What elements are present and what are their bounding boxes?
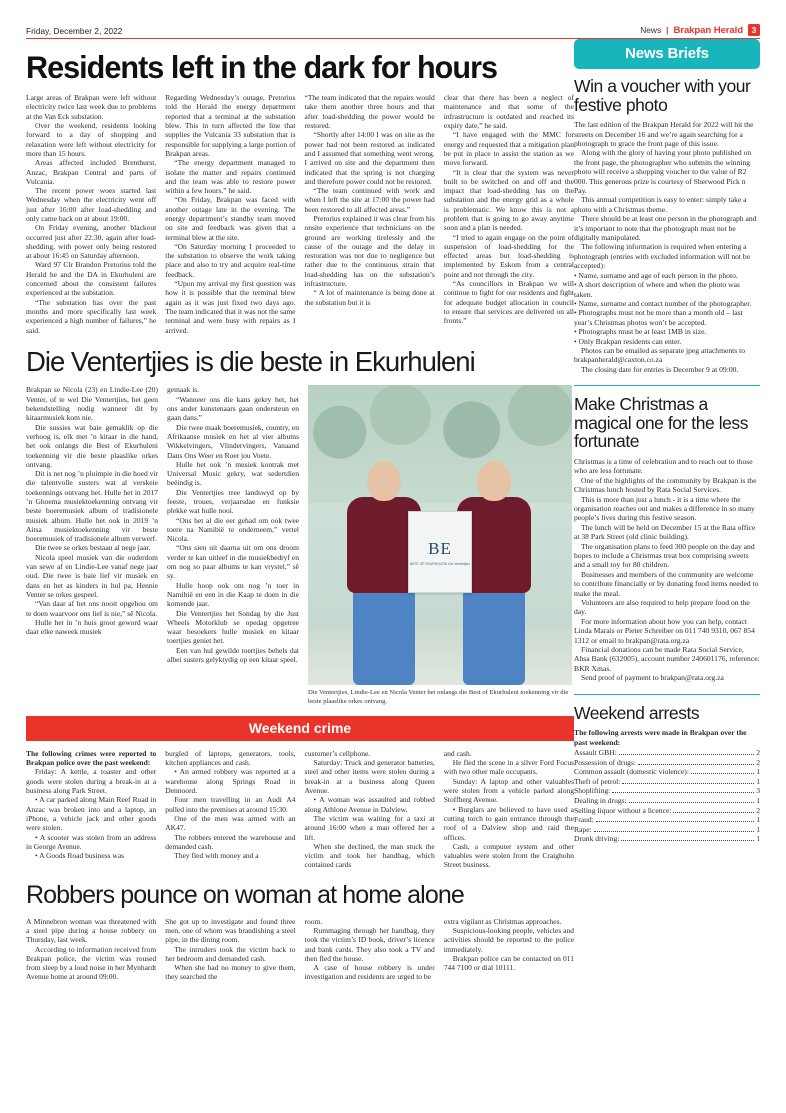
lead-headline: Residents left in the dark for hours bbox=[26, 49, 498, 85]
arrest-label: Dealing in drugs: bbox=[574, 796, 627, 806]
paragraph: “On Saturday morning I proceeded to the substation to observe the work taking place and also to try and acquire real-time feedback. bbox=[165, 241, 296, 279]
paragraph: Die sussies wat baie gemaklik op die verhoog is, elk met ’n kitaar in die hand, het ook onlangs die Best of Ekurhuleni toekenning vir die beste plaaslike orkes ontvang. bbox=[26, 422, 158, 469]
robbers-columns bbox=[26, 917, 574, 982]
paragraph: A Minnebron woman was threatened with a steel pipe during a house robbery on Thursday, last week. bbox=[26, 916, 157, 945]
paragraph: The recent power woes started last Wednesday when the electricity went off just after 16:00 after load-shedding and only came back on at about 19:00. bbox=[26, 186, 157, 223]
award-certificate bbox=[408, 511, 472, 593]
paragraph: Christmas is a time of celebration and to reach out to those who are less fortunate. bbox=[574, 456, 753, 476]
paragraph: Ward 97 Clr Brandon Pretorius told the Herald he and the DA in Ekurhuleni are concerned about the consistent failures experienced at the substation. bbox=[26, 260, 157, 298]
paragraph: “As councillors in Brakpan we will continue to fight for our residents and fight for adequate budget allocation in council to ensure that services are delivered on all fronts.” bbox=[443, 279, 574, 326]
photo-head bbox=[477, 461, 511, 501]
arrest-label: Drunk driving: bbox=[574, 834, 620, 844]
paragraph: burgled of laptops, generators, tools, kitchen appliances and cash. bbox=[165, 748, 296, 768]
paragraph: A case of house robbery is under investigation and residents are urged to be bbox=[304, 963, 435, 982]
list-item: • Name, surname and age of each person in the photo. bbox=[574, 270, 738, 280]
paragraph: Along with the glory of having your photo published on the front page, the photographer who submits the winning photo will receive a shopping voucher to the value of R2 000. This generous prize is courtesy of Sherwood Pick n Pay. bbox=[574, 148, 752, 196]
list-item bbox=[574, 806, 760, 816]
paragraph: For more information about how you can help, contact Linda Marais or Pieter Schreiber on 011 740 9310, 067 854 1312 or email to brakpan@rata.org.za bbox=[574, 616, 755, 645]
paragraph: • Burglars are believed to have used a cutting torch to gain entrance through the roof of a Dalview shop and raid the offices. bbox=[443, 804, 574, 842]
paragraph: The victim was waiting for a taxi at around 16:00 when a man offered her a lift. bbox=[304, 813, 435, 842]
list-item bbox=[574, 758, 760, 768]
paragraph: The last edition of the Brakpan Herald for 2022 will hit the streets on December 16 and we’re again searching for a photograph to grace the front page of this issue. bbox=[574, 120, 754, 148]
paragraph: There should be at least one person in the photograph and it’s important to note that the photograph must not be digitally manipulated. bbox=[574, 214, 757, 243]
news-briefs-tab: News Briefs bbox=[574, 39, 760, 69]
paragraph: “I tried to again engage on the point of suspension of load-shedding for the effected areas but load-shedding is implemented by Eskom from a central point and not through the city. bbox=[443, 232, 574, 279]
robbers-headline: Robbers pounce on woman at home alone bbox=[26, 880, 464, 909]
paragraph: Die Ventertjies het Sondag by die Just Wheels Motorklub se opedag opgetree waar besoekers hulle musiek en kitaar toertjies geniet het. bbox=[167, 608, 299, 646]
paragraph: Die twee maak boeremusiek, country, en Afrikaanse musiek en het al vier albums Wikkelvingers, Vlindervingers, Vanaand Dans Ons Weer en Roer jou Voete. bbox=[167, 422, 299, 460]
paragraph: “I have engaged with the MMC for energy and requested that a mitigation plan be put in place to assist the station as we move forward. bbox=[443, 130, 574, 168]
leader-dots bbox=[673, 812, 754, 813]
paragraph: One of the highlights of the community by Brakpan is the Christmas lunch hosted by Rata Social Services. bbox=[574, 475, 757, 495]
paragraph: They fled with money and a bbox=[174, 851, 259, 861]
page-body bbox=[26, 39, 760, 982]
paragraph: Suspicious-looking people, vehicles and activities should be reported to the police immediately. bbox=[443, 926, 574, 954]
weekend-arrests-block bbox=[574, 704, 760, 844]
paragraph: This annual competition is easy to enter: simply take a photo with a Christmas theme. bbox=[574, 195, 747, 214]
arrest-count: 1 bbox=[756, 776, 760, 786]
arrest-count: 3 bbox=[756, 786, 760, 796]
paragraph: Cash, a computer system and other valuables were stolen from the Craighohn Street business. bbox=[443, 841, 574, 870]
crime-column-1 bbox=[26, 749, 156, 870]
masthead-right bbox=[640, 24, 760, 36]
paragraph: “Ons het al die eer gehad om ook twee toere na Namibië te onderneem,” vertel Nicola. bbox=[167, 515, 299, 544]
lead-column-2 bbox=[165, 93, 295, 335]
paragraph: Businesses and members of the community are welcome to contribute financially or by donating food items needed to make the meal. bbox=[574, 569, 759, 598]
news-briefs-rail bbox=[574, 39, 760, 982]
crime-column-4 bbox=[444, 749, 574, 870]
paragraph: • An armed robbery was reported at a warehouse along Springs Road in Dennoord. bbox=[165, 767, 296, 796]
brief-christmas-lunch bbox=[574, 395, 760, 683]
photo-legs bbox=[353, 589, 415, 685]
arrest-label: Selling liquor without a licence: bbox=[574, 805, 672, 815]
feature-body bbox=[26, 385, 574, 705]
paragraph: “Ons sien uit daarna uit om ons droom verder te kan uitleef in die musiekbedryf en om nog so paar albums te kan vrystel,” sê sy. bbox=[167, 543, 299, 581]
brief-title: Win a voucher with your festive photo bbox=[574, 76, 751, 115]
list-item: • A short description of where and when the photo was taken. bbox=[574, 280, 740, 299]
paragraph: “The team continued with work and when I left the site at 17:00 the power had been restored to all affected areas.” bbox=[304, 186, 435, 214]
rail-divider bbox=[574, 385, 760, 386]
leader-dots bbox=[612, 792, 754, 793]
paragraph: Four men travelling in an Audi A4 pulled into the premises at around 15:30. bbox=[165, 795, 296, 814]
arrest-label: Assault GBH: bbox=[574, 748, 617, 758]
paragraph: Saturday: Truck and generator batteries, steel and other items were stolen during a break-in at a business along Queen Avenue. bbox=[304, 758, 435, 796]
section-label: News bbox=[640, 25, 662, 35]
paragraph: The organisation plans to feed 300 people on the day and hopes to include a Christmas treat box comprising sweets and a small toy for 80 children. bbox=[574, 541, 755, 570]
photo-caption: Die Ventertjies, Lindie-Lee en Nicola Venter het onlangs die Best of Ekurhuleni toekenning vir die beste plaaslike orkes ontvang. bbox=[308, 689, 569, 705]
list-item bbox=[574, 748, 760, 758]
list-item bbox=[574, 815, 760, 825]
leader-dots bbox=[638, 764, 754, 765]
paragraph: When she declined, the man stuck the victim and took her handbag, which contained cards bbox=[304, 841, 435, 870]
paragraph: Die twee se orkes bestaan al nege jaar. bbox=[35, 543, 151, 553]
lead-column-1 bbox=[26, 93, 156, 335]
paragraph: “Shortly after 14:00 I was on site as the power had not been restored as indicated and I assumed that something went wrong. I arrived on site and the department then indicated that the spring is not charging and therefore power could not be restored. bbox=[304, 130, 435, 186]
photo-legs bbox=[463, 589, 525, 685]
brief-win-voucher bbox=[574, 77, 760, 374]
paragraph: The closing date for entries is December 9 at 09:00. bbox=[581, 364, 739, 374]
paragraph: customer’s cellphone. bbox=[304, 748, 371, 758]
list-item bbox=[574, 767, 760, 777]
list-item: • Only Brakpan residents can enter. bbox=[574, 336, 682, 346]
robbers-column-2 bbox=[165, 917, 295, 982]
arrest-count: 1 bbox=[756, 767, 760, 777]
weekend-crime-banner: Weekend crime bbox=[26, 716, 574, 741]
paragraph: • A scooter was stolen from an address in George Avenue. bbox=[26, 832, 157, 851]
paragraph: Send proof of payment to brakpan@rata.org.za bbox=[581, 673, 724, 683]
arrest-count: 1 bbox=[756, 796, 760, 806]
list-item bbox=[574, 777, 760, 787]
paragraph: “Upon my arrival my first question was how it is possible that the terminal blew again as it was just fixed two days ago. The team indicated that it was not the same terminal and were busy with repairs as I arrived. bbox=[165, 279, 296, 335]
publication-title: Brakpan Herald bbox=[673, 24, 743, 36]
leader-dots bbox=[691, 773, 754, 774]
arrest-count: 2 bbox=[756, 805, 760, 815]
lead-article-columns bbox=[26, 93, 574, 335]
paragraph: “On Friday, Brakpan was faced with another outage late in the evening. The energy department’s standby team moved on site and feedback was given that a terminal blew at the site. bbox=[165, 195, 296, 242]
paragraph: Een van hul gewilde toertjies behels dat albei susters gelyktydig op een kitaar speel. bbox=[167, 645, 299, 665]
paragraph: Friday: A kettle, a toaster and other goods were stolen during a break-in at a business along Park Street. bbox=[26, 767, 157, 796]
paragraph: He fled the scene in a silver Ford Focus with two other male occupants. bbox=[443, 758, 574, 777]
list-item bbox=[574, 796, 760, 806]
paragraph: “ A lot of maintenance is being done at the substation but it is bbox=[304, 288, 435, 307]
lead-column-4 bbox=[444, 93, 574, 335]
feature-article bbox=[26, 345, 574, 706]
page-number-badge: 3 bbox=[748, 24, 760, 36]
arrest-label: Rape: bbox=[574, 824, 592, 834]
list-item bbox=[574, 825, 760, 835]
paragraph: She got up to investigate and found three men, one of whom was brandishing a steel pipe, in the dining room. bbox=[165, 916, 296, 945]
leader-dots bbox=[596, 821, 754, 822]
leader-dots bbox=[622, 783, 754, 784]
paragraph: The intruders took the victim back to her bedroom and demanded cash. bbox=[165, 944, 296, 963]
leader-dots bbox=[594, 831, 754, 832]
list-item: • Photographs must be at least 1MB in size. bbox=[574, 327, 707, 337]
list-item: • Photographs must not be more than a month old – last year’s Christmas photos won’t be accepted. bbox=[574, 308, 743, 327]
list-item bbox=[574, 834, 760, 844]
arrests-intro: The following arrests were made in Brakpan over the past weekend: bbox=[574, 728, 747, 747]
paragraph: Sunday: A laptop and other valuables were stolen from a vehicle parked along Stoffberg Avenue. bbox=[443, 776, 574, 805]
crime-columns bbox=[26, 749, 574, 870]
arrest-label: Theft of petrol: bbox=[574, 776, 621, 786]
paragraph: Financial donations can be made Rata Social Service, Absa Bank (632005), account number 240601176, reference: BKR Xmas. bbox=[574, 645, 760, 673]
paragraph: • A Goods Road business was bbox=[35, 851, 125, 861]
arrest-label: Shoplifting: bbox=[574, 786, 611, 796]
paragraph: “The team indicated that the repairs would take them another three hours and that after load-shedding the power would be restored. bbox=[304, 93, 435, 131]
issue-date: Friday, December 2, 2022 bbox=[26, 27, 123, 36]
paragraph: When she had no money to give them, they searched the bbox=[165, 963, 296, 982]
award-caption-text: BEST OF EKURHULENI Die Ventertjies bbox=[409, 561, 471, 566]
paragraph: According to information received from Brakpan police, the victim was roused from sleep by a loud noise in her Mynhardt Avenue home at around 09:00. bbox=[26, 944, 157, 982]
arrest-count: 2 bbox=[756, 757, 760, 767]
paragraph: extra vigilant as Christmas approaches. bbox=[443, 916, 562, 926]
paragraph: Die Ventertjies tree landswyd op by feeste, troues, verjaarsdae en funksie plekke wat hulle nooi. bbox=[167, 487, 299, 516]
paragraph: One of the men was armed with an AK47. bbox=[165, 813, 296, 833]
robbers-column-4 bbox=[444, 917, 574, 982]
masthead-separator: | bbox=[666, 25, 669, 35]
paragraph: The lunch will be held on December 15 at the Rata office at 38 Park Street (old clinic building). bbox=[574, 522, 756, 542]
paragraph: clear that there has been a neglect of maintenance and that some of the infrastructure is outdated and reached its expiry date,” he said. bbox=[443, 93, 574, 131]
leader-dots bbox=[621, 840, 754, 841]
paragraph: Nicola speel musiek van die ouderdom van sewe af en Lindie-Lee vanaf nege jaar oud. Die twee is baie lief vir musiek en dans en het as kinders in hul pa, Hennie Venter se orkes gespeel. bbox=[26, 552, 158, 599]
feature-column-1 bbox=[26, 385, 158, 705]
paragraph: On Friday evening, another blackout occurred just after 22:30, again after load-shedding, with power only being restored at about 16:45 on Saturday afternoon. bbox=[26, 223, 157, 261]
paragraph: The robbers entered the warehouse and demanded cash. bbox=[165, 832, 296, 851]
paragraph: Regarding Wednesday’s outage, Pretorius told the Herald the energy department reported that a terminal at the substation blew. This in turn affected the line that supplies the Vulcania 33 substation that is responsible for supplying a large portion of Brakpan areas. bbox=[165, 93, 296, 158]
crime-column-2 bbox=[165, 749, 295, 870]
paragraph: • A woman was assaulted and robbed along Athlone Avenue in Dalview. bbox=[304, 795, 435, 814]
award-monogram: BE bbox=[428, 538, 452, 558]
list-item: • Name, surname and contact number of the photographer. bbox=[574, 298, 752, 308]
paragraph: “It is clear that the system was never built to be switched on and off and the impact that load-shedding has on the substation and the energy grid as a whole is problematic. We know this is not a problem that is going to go away anytime soon and a plan is needed. bbox=[443, 167, 574, 233]
paragraph: • A car parked along Main Reef Road in Anzac was broken into and a laptop, an iPhone, a vehicle jack and other goods were stolen. bbox=[26, 795, 157, 833]
arrests-title: Weekend arrests bbox=[574, 702, 700, 723]
paragraph: Pretorius explained it was clear from his onsite experience that technicians on the ground are working tirelessly and the cause of the outage and the delay in restoration was not due to negligence but rather due to the continuous strain that load-shedding has on the substation’s infrastructure. bbox=[304, 213, 435, 289]
paragraph: Hulle het in ’n huis groot geword waar daar elke naweek musiek bbox=[26, 617, 158, 637]
paragraph: Rummaging through her handbag, they took the victim’s ID book, driver’s licence and bank cards. They also took a TV and then fled the house. bbox=[304, 926, 435, 963]
paragraph: Brakpan se Nicola (23) en Lindie-Lee (20) Venter, of te wel Die Ventertjies, het geen bekendstelling nodig wanneer dit by kitaarmusiek kom nie. bbox=[26, 385, 158, 423]
paragraph: Areas affected included Brenthurst, Anzac, Brakpan Central and parts of Vulcania. bbox=[26, 158, 157, 186]
paragraph: gemaak is. bbox=[167, 385, 200, 395]
masthead bbox=[26, 0, 760, 39]
paragraph: This is more than just a lunch - it is a time where the organisation reaches out and makes a difference in so many people’s lives during this festive season. bbox=[574, 494, 755, 523]
paragraph: Hulle het ook ’n musiek kontrak met Universal Music gekry, wat sedertdien beëindig is. bbox=[167, 459, 299, 488]
crime-column-3 bbox=[305, 749, 435, 870]
lead-column-3 bbox=[305, 93, 435, 335]
arrest-label: Fraud: bbox=[574, 815, 594, 825]
arrest-label: Possession of drugs: bbox=[574, 757, 637, 767]
paragraph: Hulle hoop ook om nog ’n toer in Namibië en een in die Kaap te doen in die komende jaar. bbox=[167, 580, 299, 609]
crime-intro: The following crimes were reported to Brakpan police over the past weekend: bbox=[26, 748, 157, 768]
leader-dots bbox=[619, 754, 754, 755]
feature-photo-block bbox=[308, 385, 572, 705]
paragraph: Dit is net nog ’n pluimpie in die hoed vir die talentvolle susters wat al verskeie toekennings ontvang het. Hulle het in 2017 ’n Ghoema musiektoekenning ontvang vir beste boeremusiek album of tradisionele musiek album. Hulle het ook in 2019 ’n Aitsa musiektoekenning vir beste boeremusiek of tradisionele album verwerf. bbox=[26, 469, 158, 544]
paragraph: The following information is required when entering a photograph (entries with excluded information will not be accepted): bbox=[574, 242, 751, 271]
paragraph: Brakpan police can be contacted on 011 744 7100 or dial 10111. bbox=[443, 953, 574, 973]
robbers-column-1 bbox=[26, 917, 156, 982]
paragraph: room. bbox=[304, 916, 323, 926]
paragraph: “Wanneer ons die kans gekry het, het ons ander kunstenaars gaan ondersteun en gaan dans.” bbox=[167, 394, 299, 423]
leader-dots bbox=[629, 802, 754, 803]
arrest-count: 1 bbox=[756, 834, 760, 844]
paragraph: Large areas of Brakpan were left without electricity twice last week due to problems at the Van Eck substation. bbox=[26, 93, 157, 121]
arrest-label: Common assault (domestic violence): bbox=[574, 767, 689, 777]
arrest-count: 1 bbox=[756, 815, 760, 825]
brief-title: Make Christmas a magical one for the less fortunate bbox=[574, 394, 749, 452]
photo-head bbox=[367, 461, 401, 501]
paragraph: Over the weekend, residents looking forward to a day of shopping and relaxation were left without electricity for more than 15 hours. bbox=[26, 121, 157, 158]
paragraph: “Van daar af het ons nooit opgehou om te doen waarvoor ons lief is nie,” sê Nicola. bbox=[26, 599, 158, 618]
paragraph: “The energy department managed to isolate the matter and repairs continued and the team was able to restore power within a few hours,” he said. bbox=[165, 158, 296, 196]
robbers-column-3 bbox=[305, 917, 435, 982]
paragraph: and cash. bbox=[443, 748, 472, 758]
feature-headline: Die Ventertjies is die beste in Ekurhuleni bbox=[26, 345, 475, 377]
left-editorial-column bbox=[26, 39, 574, 982]
feature-photo bbox=[308, 385, 572, 685]
rail-divider bbox=[574, 694, 760, 695]
paragraph: “The substation has over the past months and more specifically last week experienced a high number of failures,” he said. bbox=[26, 297, 157, 335]
feature-column-2 bbox=[167, 385, 299, 705]
arrest-count: 2 bbox=[756, 748, 760, 758]
arrests-list bbox=[574, 748, 760, 844]
paragraph: Photos can be emailed as separate jpeg attachments to brakpanherald@caxton.co.za bbox=[574, 345, 746, 365]
list-item bbox=[574, 786, 760, 796]
arrest-count: 1 bbox=[756, 824, 760, 834]
paragraph: Volunteers are also required to help prepare food on the day. bbox=[574, 598, 750, 617]
